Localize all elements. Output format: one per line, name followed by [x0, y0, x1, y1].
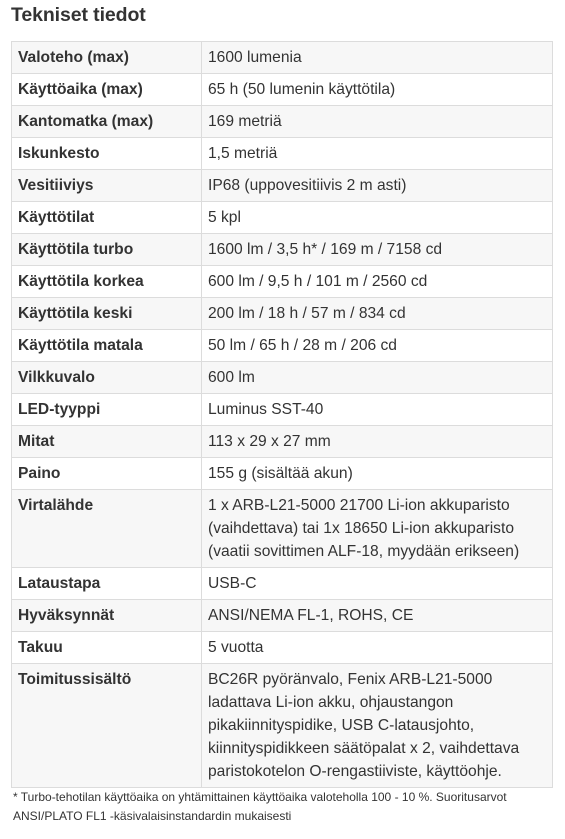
table-row: [12, 568, 553, 600]
spec-label: Lataustapa: [12, 568, 202, 600]
spec-label: Takuu: [12, 632, 202, 664]
spec-label: Käyttötila korkea: [12, 266, 202, 298]
spec-value: 5 vuotta: [202, 632, 553, 664]
table-row: [12, 202, 553, 234]
spec-label: Iskunkesto: [12, 138, 202, 170]
spec-value: 200 lm / 18 h / 57 m / 834 cd: [202, 298, 553, 330]
spec-value: 65 h (50 lumenin käyttötila): [202, 74, 553, 106]
spec-label: Paino: [12, 458, 202, 490]
spec-value: 600 lm / 9,5 h / 101 m / 2560 cd: [202, 266, 553, 298]
spec-label: Käyttötila keski: [12, 298, 202, 330]
table-row: [12, 600, 553, 632]
spec-value: 5 kpl: [202, 202, 553, 234]
table-row: [12, 330, 553, 362]
spec-value: 113 x 29 x 27 mm: [202, 426, 553, 458]
spec-value: 600 lm: [202, 362, 553, 394]
spec-label: Toimitussisältö: [12, 664, 202, 788]
page-title: Tekniset tiedot: [11, 4, 146, 26]
spec-value: 1,5 metriä: [202, 138, 553, 170]
spec-label: Käyttötila matala: [12, 330, 202, 362]
spec-value: 1 x ARB-L21-5000 21700 Li-ion akkuparisto (vaihdettava) tai 1x 18650 Li-ion akkuparisto (vaatii sovittimen ALF-18, myydään erikseen): [202, 490, 553, 568]
spec-label: Valoteho (max): [12, 42, 202, 74]
spec-label: Käyttöaika (max): [12, 74, 202, 106]
table-row: [12, 138, 553, 170]
spec-value: 169 metriä: [202, 106, 553, 138]
table-row: [12, 664, 553, 788]
spec-label: Käyttötilat: [12, 202, 202, 234]
table-row: [12, 266, 553, 298]
table-row: [12, 74, 553, 106]
table-row: [12, 458, 553, 490]
spec-label: Virtalähde: [12, 490, 202, 568]
table-row: [12, 42, 553, 74]
spec-label: Käyttötila turbo: [12, 234, 202, 266]
spec-value: BC26R pyöränvalo, Fenix ARB-L21-5000 ladattava Li-ion akku, ohjaustangon pikakiinnityspidike, USB C-latausjohto, kiinnityspidikkeen säätöpalat x 2, vaihdettava paristokotelon O-rengastiiviste, käyttöohje.: [202, 664, 553, 788]
spec-label: Kantomatka (max): [12, 106, 202, 138]
spec-value: 50 lm / 65 h / 28 m / 206 cd: [202, 330, 553, 362]
spec-value: USB-C: [202, 568, 553, 600]
spec-label: LED-tyyppi: [12, 394, 202, 426]
spec-value: 155 g (sisältää akun): [202, 458, 553, 490]
specs-table: [11, 41, 553, 788]
spec-value: 1600 lumenia: [202, 42, 553, 74]
table-row: [12, 170, 553, 202]
table-row: [12, 426, 553, 458]
table-row: [12, 394, 553, 426]
table-row: [12, 632, 553, 664]
spec-label: Mitat: [12, 426, 202, 458]
table-row: [12, 362, 553, 394]
spec-value: IP68 (uppovesitiivis 2 m asti): [202, 170, 553, 202]
table-row: [12, 490, 553, 568]
spec-label: Vesitiiviys: [12, 170, 202, 202]
spec-value: Luminus SST-40: [202, 394, 553, 426]
table-row: [12, 106, 553, 138]
spec-label: Vilkkuvalo: [12, 362, 202, 394]
table-row: [12, 298, 553, 330]
spec-value: 1600 lm / 3,5 h* / 169 m / 7158 cd: [202, 234, 553, 266]
table-row: [12, 234, 553, 266]
spec-value: ANSI/NEMA FL-1, ROHS, CE: [202, 600, 553, 632]
footnote: * Turbo-tehotilan käyttöaika on yhtämittainen käyttöaika valoteholla 100 - 10 %. Suoritusarvot ANSI/PLATO FL1 -käsivalaisinstandardin mukaisesti: [13, 790, 507, 823]
spec-label: Hyväksynnät: [12, 600, 202, 632]
